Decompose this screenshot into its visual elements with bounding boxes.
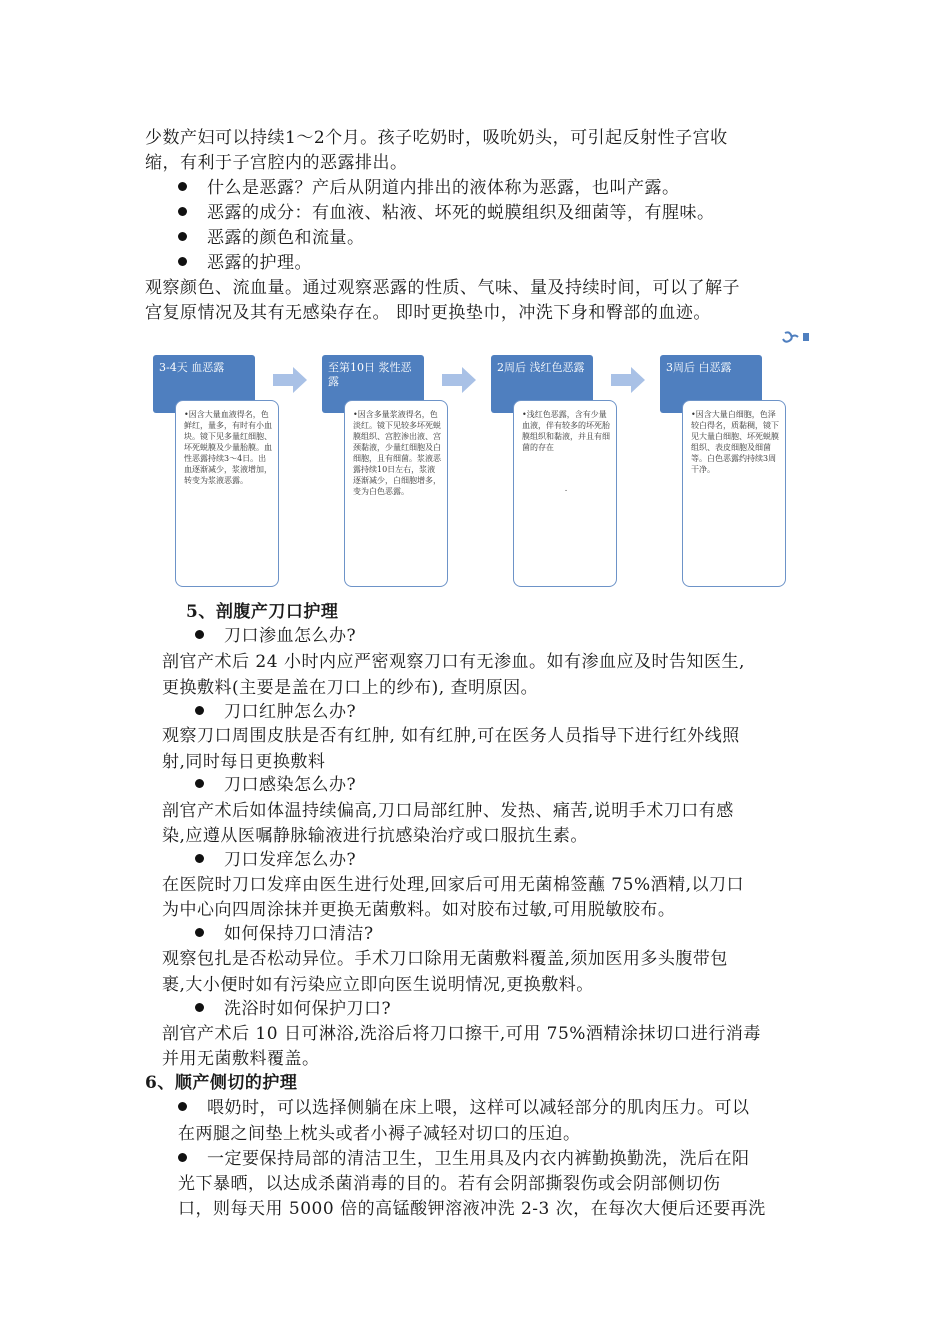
bullet-icon (178, 1153, 187, 1162)
bullet-icon (178, 182, 187, 191)
section-5-title: 5、剖腹产刀口护理 (186, 602, 339, 622)
stage-dot: . (564, 484, 568, 493)
question-item (195, 848, 356, 872)
arrow-right-icon (273, 367, 307, 393)
question-item (195, 624, 356, 648)
bullet-text: 恶露的颜色和流量。 (207, 228, 365, 248)
bullet-item (178, 226, 365, 250)
bullet-text: 什么是恶露？产后从阴道内排出的液体称为恶露，也叫产露。 (207, 178, 680, 198)
question-item (195, 922, 374, 946)
paragraph-line: 缩，有利于子宫腔内的恶露排出。 (145, 153, 408, 173)
question-text: 刀口红肿怎么办? (224, 702, 357, 722)
bullet-icon (195, 706, 204, 715)
answer-line: 射,同时每日更换敷料 (162, 752, 326, 772)
stage-text: •浅红色恶露，含有少量血液，伴有较多的坏死胎膜组织和黏液，并且有细菌的存在 (522, 410, 610, 452)
bullet-text: 一定要保持局部的清洁卫生，卫生用具及内衣内裤勤换勤洗，洗后在阳 (207, 1149, 750, 1169)
answer-line: 在医院时刀口发痒由医生进行处理,回家后可用无菌棉签蘸 75%酒精,以刀口 (162, 875, 744, 895)
stage-title: 3-4天 血恶露 (153, 355, 255, 413)
stage-title: 2周后 浅红色恶露 (491, 355, 593, 413)
bullet-item (178, 1096, 750, 1120)
bullet-text: 恶露的成分：有血液、粘液、坏死的蜕膜组织及细菌等，有腥味。 (207, 203, 715, 223)
answer-line: 剖官产术后 10 日可淋浴,洗浴后将刀口擦干,可用 75%酒精涂抹切口进行消毒 (162, 1024, 761, 1044)
paragraph-line: 少数产妇可以持续1～2个月。孩子吃奶时，吸吮奶头，可引起反射性子宫收 (145, 128, 728, 148)
bullet-continuation: 光下暴晒，以达成杀菌消毒的目的。若有会阴部撕裂伤或会阴部侧切伤 (178, 1174, 721, 1194)
answer-line: 染,应遵从医嘱静脉输液进行抗感染治疗或口服抗生素。 (162, 826, 588, 846)
stage-description: •因含多量浆液得名，色淡红。镜下见较多坏死蜕膜组织、宫腔渗出液、宫颈黏液，少量红细胞及白细胞，且有细菌。浆液恶露持续10日左右，浆液逐渐减少，白细胞增多，变为白色恶露。 (344, 400, 448, 587)
bullet-continuation: 口，则每天用 5000 倍的高锰酸钾溶液冲洗 2-3 次，在每次大便后还要再洗 (178, 1199, 766, 1219)
answer-line: 并用无菌敷料覆盖。 (162, 1049, 320, 1069)
smartart-handle-icon[interactable] (779, 330, 809, 344)
bullet-item (178, 201, 715, 225)
section-6-title: 6、顺产侧切的护理 (145, 1073, 298, 1093)
bullet-icon (178, 1102, 187, 1111)
answer-line: 更换敷料(主要是盖在刀口上的纱布), 查明原因。 (162, 678, 539, 698)
question-item (195, 773, 356, 797)
bullet-icon (178, 257, 187, 266)
question-item (195, 700, 356, 724)
bullet-item (178, 176, 680, 200)
question-text: 如何保持刀口清洁? (224, 924, 374, 944)
stage-description (513, 400, 617, 587)
bullet-icon (178, 207, 187, 216)
bullet-text: 喂奶时，可以选择侧躺在床上喂，这样可以减轻部分的肌肉压力。可以 (207, 1098, 750, 1118)
bullet-continuation: 在两腿之间垫上枕头或者小褥子减轻对切口的压迫。 (178, 1124, 581, 1144)
answer-line: 观察包扎是否松动异位。手术刀口除用无菌敷料覆盖,须加医用多头腹带包 (162, 949, 728, 969)
question-text: 洗浴时如何保护刀口? (224, 999, 392, 1019)
question-item (195, 997, 391, 1021)
answer-line: 裹,大小便时如有污染应立即向医生说明情况,更换敷料。 (162, 975, 594, 995)
answer-line: 剖官产术后如体温持续偏高,刀口局部红肿、发热、痛苦,说明手术刀口有感 (162, 801, 734, 821)
bullet-icon (195, 928, 204, 937)
bullet-text: 恶露的护理。 (207, 253, 312, 273)
question-text: 刀口渗血怎么办? (224, 626, 357, 646)
stage-description: •因含大量白细胞，色泽较白得名，质黏稠，镜下见大量白细胞、坏死蜕膜组织、表皮细胞及细菌等。白色恶露约持续3周干净。 (682, 400, 786, 587)
bullet-icon (178, 232, 187, 241)
question-text: 刀口发痒怎么办? (224, 850, 357, 870)
bullet-icon (195, 854, 204, 863)
arrow-right-icon (442, 367, 476, 393)
bullet-icon (195, 779, 204, 788)
stage-description: •因含大量血液得名，色鲜红，量多，有时有小血块。镜下见多量红细胞、坏死蜕膜及少量胎膜。血性恶露持续3～4日。出血逐渐减少，浆液增加，转变为浆液恶露。 (175, 400, 279, 587)
question-text: 刀口感染怎么办? (224, 775, 357, 795)
lochia-stage-diagram (145, 330, 810, 570)
stage-title: 至第10日 浆性恶露 (322, 355, 424, 413)
answer-line: 剖官产术后 24 小时内应严密观察刀口有无渗血。如有渗血应及时告知医生, (162, 652, 745, 672)
bullet-item (178, 251, 312, 275)
bullet-icon (195, 630, 204, 639)
paragraph-line: 观察颜色、流血量。通过观察恶露的性质、气味、量及持续时间，可以了解子 (145, 278, 740, 298)
answer-line: 观察刀口周围皮肤是否有红肿, 如有红肿,可在医务人员指导下进行红外线照 (162, 726, 740, 746)
paragraph-line: 宫复原情况及其有无感染存在。 即时更换垫巾，冲洗下身和臀部的血迹。 (145, 303, 711, 323)
bullet-icon (195, 1003, 204, 1012)
bullet-item (178, 1147, 750, 1171)
arrow-right-icon (611, 367, 645, 393)
stage-title: 3周后 白恶露 (660, 355, 762, 413)
answer-line: 为中心向四周涂抹并更换无菌敷料。如对胶布过敏,可用脱敏胶布。 (162, 900, 676, 920)
